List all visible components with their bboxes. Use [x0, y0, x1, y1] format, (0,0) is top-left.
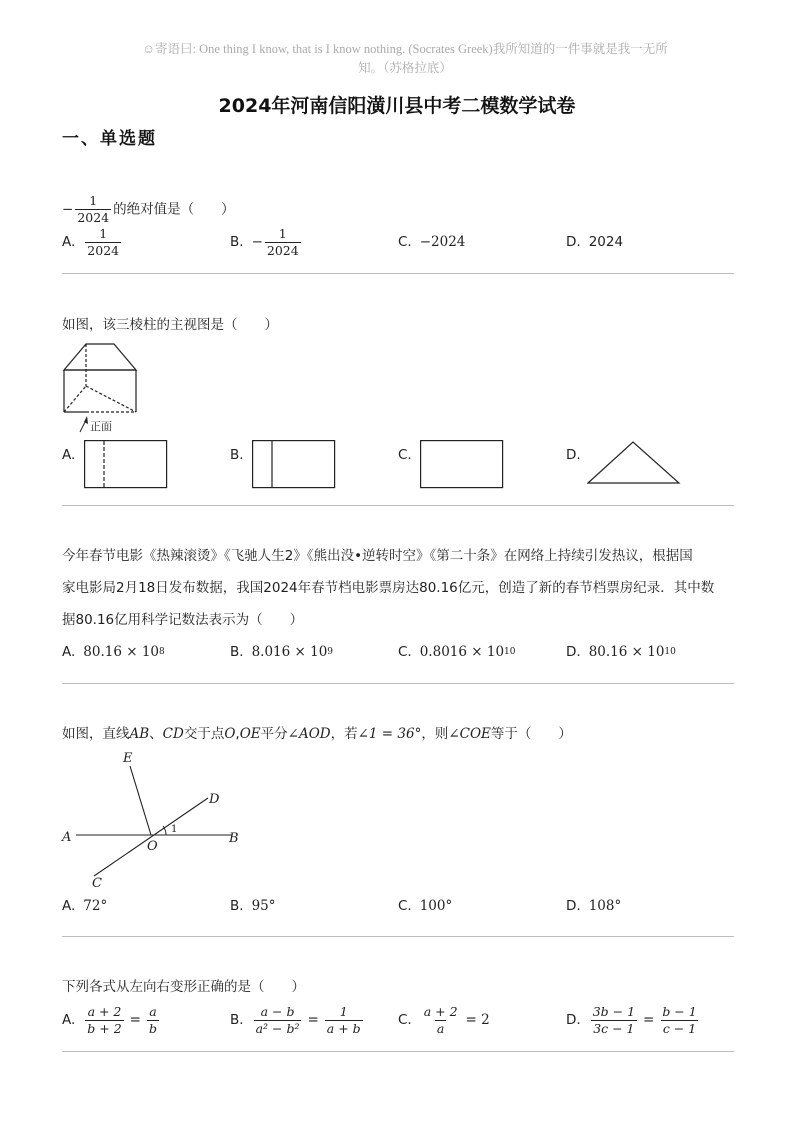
fraction: $\frac{1}{2024}$: [77, 193, 110, 225]
option-c[interactable]: C.: [398, 447, 412, 463]
view-d-triangle: [587, 440, 683, 488]
option-d[interactable]: D. $\frac{3b - 1}{3c - 1}$ = $\frac{b - 1}{c - 1}$: [566, 1003, 697, 1036]
view-b-rectangle-solid: [252, 440, 336, 490]
front-label: 正面: [90, 420, 112, 433]
divider: [62, 273, 734, 274]
divider: [62, 683, 734, 684]
option-c[interactable]: C. −2024: [398, 234, 466, 250]
option-c[interactable]: C. 0.8016 × 10 10: [398, 644, 516, 660]
option-d[interactable]: D. 2024: [566, 234, 624, 250]
option-a[interactable]: A.: [62, 447, 76, 463]
label-a: A: [62, 830, 72, 845]
divider: [62, 505, 734, 506]
label-o: O: [147, 839, 158, 854]
question-1-options: [62, 222, 742, 262]
option-b[interactable]: B.: [230, 447, 244, 463]
divider: [62, 1051, 734, 1052]
option-a[interactable]: A. $\frac{a + 2}{b + 2}$ = $\frac{a}{b}$: [62, 1003, 157, 1036]
prism-figure: [58, 338, 148, 438]
label-c: C: [92, 876, 102, 891]
view-a-rectangle-dashed: [84, 440, 168, 490]
label-e: E: [123, 751, 133, 766]
option-a[interactable]: A. $\frac{1}{2024}$: [62, 225, 120, 258]
option-b[interactable]: B. − $\frac{1}{2024}$: [230, 225, 299, 258]
label-b: B: [229, 831, 239, 846]
divider: [62, 936, 734, 937]
label-d: D: [209, 792, 220, 807]
motto-line-2: 知。（苏格拉底）: [358, 61, 452, 75]
option-c[interactable]: C. $\frac{a + 2}{a}$ = 2: [398, 1003, 490, 1036]
question-5-options: [62, 1000, 742, 1040]
view-c-rectangle: [420, 440, 504, 490]
question-2-stem: 如图，该三棱柱的主视图是（ ）: [62, 317, 278, 333]
option-b[interactable]: B. 95°: [230, 898, 276, 914]
question-3-stem: 今年春节电影《热辣滚烫》《飞驰人生2》《熊出没•逆转时空》《第二十条》在网络上持续引发热议，根据国 家电影局2月18日发布数据，我国2024年春节档电影票房达80.16亿元，创造了新的春节档票房纪录．其中数 据80.16亿用科学记数法表示为（ ）: [62, 548, 715, 628]
question-1-stem: − $\frac{1}{2024}$ 的绝对值是（ ）: [62, 193, 235, 225]
option-d[interactable]: D.: [566, 447, 581, 463]
question-4-stem: 如图，直线AB、CD交于点O,OE平分∠AOD，若∠1 = 36°，则∠COE等于（ ）: [62, 726, 572, 742]
motto-line-1: ☺寄语曰: One thing I know, that is I know nothing. (Socrates Greek)我所知道的一件事就是我一无所: [142, 42, 668, 56]
question-3-options: [62, 632, 742, 672]
option-d[interactable]: D. 80.16 × 10 10: [566, 644, 676, 660]
header-motto: [40, 40, 770, 78]
option-a[interactable]: A. 72°: [62, 898, 108, 914]
section-title: 一、单选题: [62, 129, 157, 149]
question-5-stem: 下列各式从左向右变形正确的是（ ）: [62, 979, 305, 995]
exam-title: 2024年河南信阳潢川县中考二模数学试卷: [218, 95, 576, 117]
option-d[interactable]: D. 108°: [566, 898, 622, 914]
label-angle-1: 1: [171, 824, 178, 835]
option-b[interactable]: B. 8.016 × 10 9: [230, 644, 334, 660]
intersecting-lines-figure: [58, 746, 248, 894]
question-4-options: [62, 886, 742, 926]
option-c[interactable]: C. 100°: [398, 898, 453, 914]
option-b[interactable]: B. $\frac{a - b}{\text{a² − b²}}$ = $\frac{1}{a + b}$: [230, 1003, 361, 1036]
option-a[interactable]: A. 80.16 × 10 8: [62, 644, 165, 660]
